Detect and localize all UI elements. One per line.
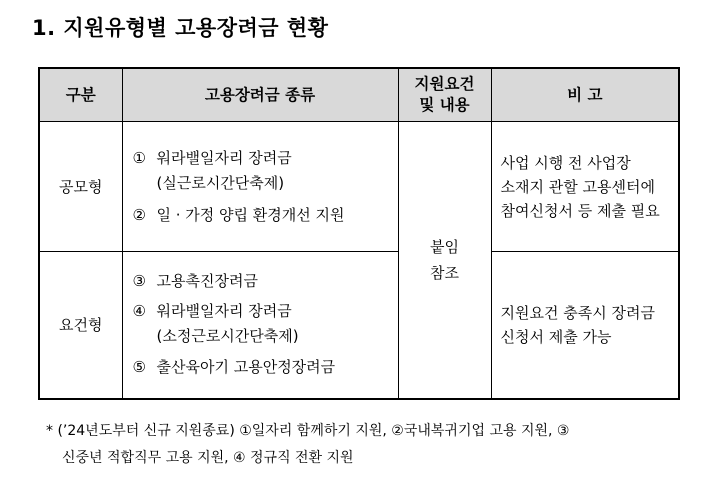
header-types: 고용장려금 종류 xyxy=(122,68,398,122)
row-category: 공모형 xyxy=(39,122,122,252)
remark-line: 신청서 제출 가능 xyxy=(500,327,612,346)
item-text: 출산육아기 고용안정장려금 xyxy=(156,358,336,377)
header-requirements-line2: 및 내용 xyxy=(419,96,470,114)
header-requirements-line1: 지원요건 xyxy=(414,75,475,93)
row-remarks xyxy=(491,252,679,399)
item-subtext: (실근로시간단축제) xyxy=(156,173,285,192)
requirements-merged-cell xyxy=(398,122,491,399)
header-remarks: 비 고 xyxy=(491,68,679,122)
type-item xyxy=(133,269,398,294)
header-category: 구분 xyxy=(39,68,122,122)
type-item xyxy=(133,203,398,228)
subsidy-table xyxy=(38,67,680,400)
page-title: 1. 지원유형별 고용장려금 현황 xyxy=(32,16,329,40)
requirements-line2: 참조 xyxy=(430,263,459,282)
remark-line: 참여신청서 등 제출 필요 xyxy=(500,201,660,220)
header-requirements xyxy=(398,68,491,122)
item-number: ⑤ xyxy=(132,358,146,377)
type-item xyxy=(133,146,398,171)
table-header-row xyxy=(39,68,679,122)
item-text: 워라밸일자리 장려금 xyxy=(156,148,292,167)
item-text: 워라밸일자리 장려금 xyxy=(156,302,292,321)
row-types xyxy=(122,122,398,252)
remark-line: 사업 시행 전 사업장 xyxy=(500,153,631,172)
requirements-line1: 붙임 xyxy=(430,237,459,256)
item-number: ② xyxy=(132,205,146,224)
footnote-line2: 신중년 적합직무 고용 지원, ④ 정규직 전환 지원 xyxy=(62,450,354,466)
footnote-line1: * (’24년도부터 신규 지원종료) ①일자리 함께하기 지원, ②국내복귀기업 고용 지원, ③ xyxy=(46,423,570,439)
row-types xyxy=(122,252,398,399)
type-item xyxy=(133,355,398,380)
row-category: 요건형 xyxy=(39,252,122,399)
table-row xyxy=(39,252,679,399)
item-subtext: (소정근로시간단축제) xyxy=(156,327,299,346)
footnote xyxy=(46,418,696,472)
item-text: 고용촉진장려금 xyxy=(156,272,258,291)
item-number: ① xyxy=(132,148,146,167)
remark-line: 소재지 관할 고용센터에 xyxy=(500,177,655,196)
row-remarks xyxy=(491,122,679,252)
remark-line: 지원요건 충족시 장려금 xyxy=(500,303,655,322)
table-row xyxy=(39,122,679,252)
item-text: 일 · 가정 양립 환경개선 지원 xyxy=(156,205,345,224)
type-item xyxy=(133,299,398,324)
item-number: ③ xyxy=(132,272,146,291)
item-number: ④ xyxy=(132,302,146,321)
